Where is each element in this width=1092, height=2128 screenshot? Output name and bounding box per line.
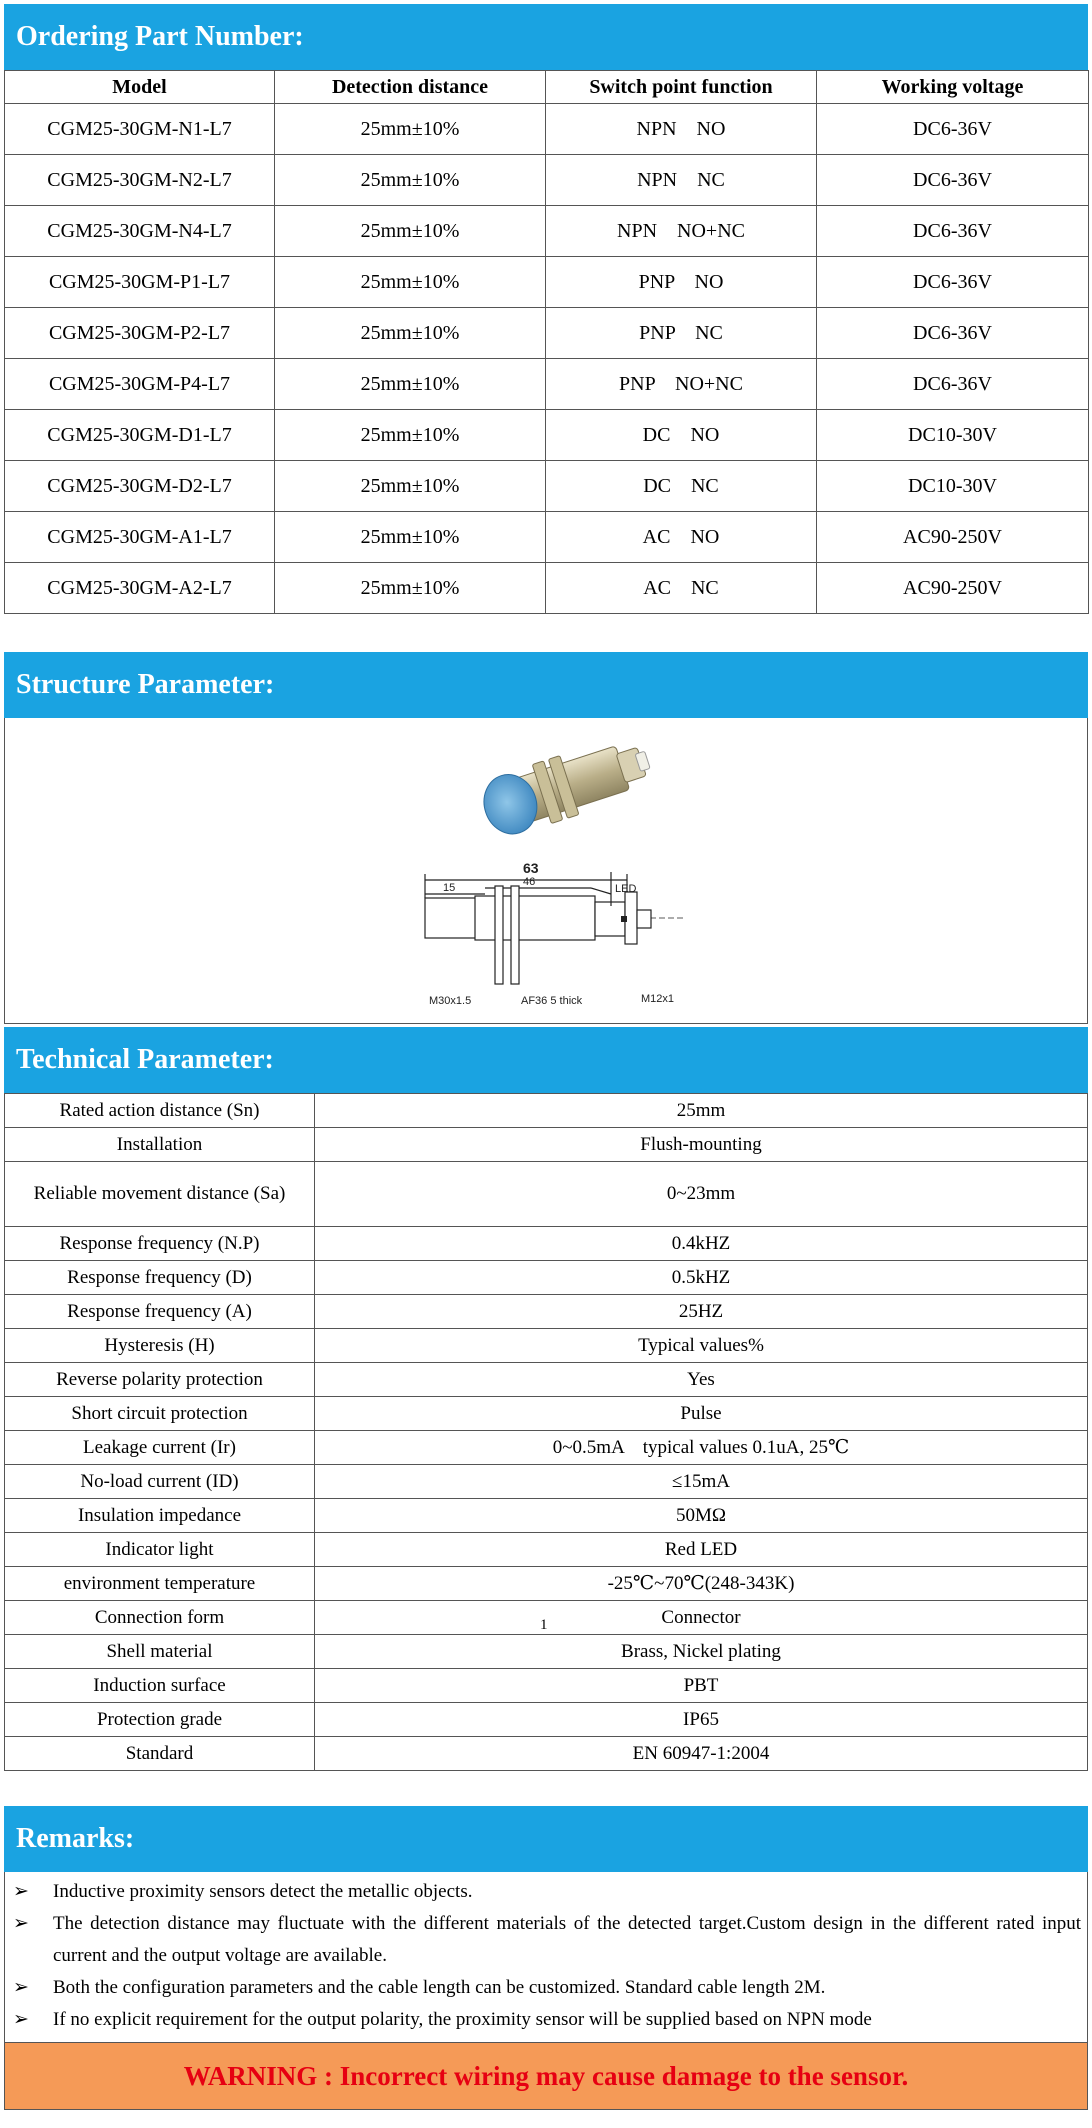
working-voltage-cell: AC90-250V <box>817 512 1089 563</box>
parameter-value: 0.4kHZ <box>315 1227 1088 1261</box>
parameter-label: Induction surface <box>5 1669 315 1703</box>
working-voltage-cell: DC10-30V <box>817 410 1089 461</box>
remarks-title: Remarks: <box>4 1806 1088 1872</box>
switch-function-cell: AC NO <box>546 512 817 563</box>
model-cell: CGM25-30GM-D1-L7 <box>5 410 275 461</box>
ordering-row <box>5 512 1089 563</box>
working-voltage-cell: DC6-36V <box>817 206 1089 257</box>
parameter-label: Hysteresis (H) <box>5 1329 315 1363</box>
technical-row <box>5 1703 1088 1737</box>
parameter-value: ≤15mA <box>315 1465 1088 1499</box>
remark-item <box>13 2004 1081 2036</box>
ordering-header-row <box>5 71 1089 104</box>
switch-function-cell: NPN NC <box>546 155 817 206</box>
working-voltage-cell: AC90-250V <box>817 563 1089 614</box>
technical-section <box>4 1027 1088 1771</box>
parameter-value: 0~23mm <box>315 1162 1088 1227</box>
parameter-label: environment temperature <box>5 1567 315 1601</box>
technical-row <box>5 1227 1088 1261</box>
detection-distance-cell: 25mm±10% <box>275 563 546 614</box>
ordering-row <box>5 563 1089 614</box>
parameter-value: 0.5kHZ <box>315 1261 1088 1295</box>
page-number: 1 <box>540 1617 548 1633</box>
switch-function-cell: DC NC <box>546 461 817 512</box>
technical-row <box>5 1567 1088 1601</box>
structure-section <box>4 652 1088 1024</box>
parameter-label: Short circuit protection <box>5 1397 315 1431</box>
parameter-value: Red LED <box>315 1533 1088 1567</box>
parameter-label: Protection grade <box>5 1703 315 1737</box>
parameter-label: Connection form <box>5 1601 315 1635</box>
parameter-value: Connector <box>315 1601 1088 1635</box>
remarks-section <box>4 1806 1088 2110</box>
structure-title: Structure Parameter: <box>4 652 1088 718</box>
parameter-label: Response frequency (A) <box>5 1295 315 1329</box>
warning-banner: WARNING : Incorrect wiring may cause damage to the sensor. <box>4 2043 1088 2110</box>
detection-distance-cell: 25mm±10% <box>275 359 546 410</box>
model-cell: CGM25-30GM-P4-L7 <box>5 359 275 410</box>
model-cell: CGM25-30GM-N1-L7 <box>5 104 275 155</box>
detection-distance-cell: 25mm±10% <box>275 512 546 563</box>
ordering-row <box>5 461 1089 512</box>
technical-row <box>5 1635 1088 1669</box>
detection-distance-cell: 25mm±10% <box>275 308 546 359</box>
technical-row <box>5 1162 1088 1227</box>
label-connector: M12x1 <box>641 993 675 1005</box>
ordering-row <box>5 206 1089 257</box>
model-cell: CGM25-30GM-P2-L7 <box>5 308 275 359</box>
working-voltage-cell: DC10-30V <box>817 461 1089 512</box>
bullet-arrow-icon: ➢ <box>13 1977 29 1998</box>
bullet-arrow-icon: ➢ <box>13 1881 29 1902</box>
detection-distance-cell: 25mm±10% <box>275 206 546 257</box>
technical-row <box>5 1397 1088 1431</box>
technical-row <box>5 1669 1088 1703</box>
technical-row <box>5 1329 1088 1363</box>
technical-row <box>5 1094 1088 1128</box>
parameter-value: 0~0.5mA typical values 0.1uA, 25℃ <box>315 1431 1088 1465</box>
remark-item <box>13 1876 1081 1908</box>
model-cell: CGM25-30GM-D2-L7 <box>5 461 275 512</box>
ordering-table <box>4 70 1089 614</box>
header-working-voltage: Working voltage <box>817 71 1089 104</box>
switch-function-cell: PNP NO <box>546 257 817 308</box>
parameter-value: EN 60947-1:2004 <box>315 1737 1088 1771</box>
dim-front: 15 <box>443 882 456 894</box>
label-nut: AF36 5 thick <box>521 995 583 1007</box>
technical-row <box>5 1499 1088 1533</box>
model-cell: CGM25-30GM-A2-L7 <box>5 563 275 614</box>
technical-row <box>5 1465 1088 1499</box>
ordering-row <box>5 410 1089 461</box>
working-voltage-cell: DC6-36V <box>817 257 1089 308</box>
parameter-value: Typical values% <box>315 1329 1088 1363</box>
parameter-label: Rated action distance (Sn) <box>5 1094 315 1128</box>
ordering-section <box>4 4 1088 614</box>
structure-box <box>4 718 1088 1024</box>
working-voltage-cell: DC6-36V <box>817 155 1089 206</box>
switch-function-cell: PNP NO+NC <box>546 359 817 410</box>
parameter-label: Insulation impedance <box>5 1499 315 1533</box>
switch-function-cell: NPN NO <box>546 104 817 155</box>
parameter-value: Flush-mounting <box>315 1128 1088 1162</box>
remark-text: If no explicit requirement for the output polarity, the proximity sensor will be supplied based on NPN mode <box>53 2009 872 2030</box>
working-voltage-cell: DC6-36V <box>817 104 1089 155</box>
label-thread: M30x1.5 <box>429 995 472 1007</box>
remark-text: Both the configuration parameters and the cable length can be customized. Standard cable length 2M. <box>53 1977 826 1998</box>
parameter-value: Pulse <box>315 1397 1088 1431</box>
bullet-arrow-icon: ➢ <box>13 1913 29 1934</box>
technical-row <box>5 1363 1088 1397</box>
parameter-value: -25℃~70℃(248-343K) <box>315 1567 1088 1601</box>
remark-item <box>13 1972 1081 2004</box>
parameter-label: Installation <box>5 1128 315 1162</box>
detection-distance-cell: 25mm±10% <box>275 461 546 512</box>
detection-distance-cell: 25mm±10% <box>275 155 546 206</box>
remark-item <box>13 1908 1081 1972</box>
technical-table <box>4 1093 1088 1771</box>
label-led: LED <box>615 883 637 895</box>
header-detection-distance: Detection distance <box>275 71 546 104</box>
model-cell: CGM25-30GM-A1-L7 <box>5 512 275 563</box>
parameter-value: 50MΩ <box>315 1499 1088 1533</box>
switch-function-cell: AC NC <box>546 563 817 614</box>
remark-text: The detection distance may fluctuate with the different materials of the detected target.Custom design in the different rated input current and the output voltage are available. <box>53 1913 1081 1966</box>
sensor-photo <box>446 730 656 850</box>
remarks-box <box>4 1872 1088 2043</box>
header-switch-point-function: Switch point function <box>546 71 817 104</box>
parameter-label: No-load current (ID) <box>5 1465 315 1499</box>
technical-title: Technical Parameter: <box>4 1027 1088 1093</box>
parameter-value: 25HZ <box>315 1295 1088 1329</box>
technical-row <box>5 1533 1088 1567</box>
model-cell: CGM25-30GM-N4-L7 <box>5 206 275 257</box>
technical-row <box>5 1737 1088 1771</box>
parameter-label: Standard <box>5 1737 315 1771</box>
detection-distance-cell: 25mm±10% <box>275 410 546 461</box>
ordering-title: Ordering Part Number: <box>4 4 1088 70</box>
technical-row <box>5 1431 1088 1465</box>
ordering-row <box>5 359 1089 410</box>
remark-text: Inductive proximity sensors detect the metallic objects. <box>53 1881 473 1902</box>
model-cell: CGM25-30GM-N2-L7 <box>5 155 275 206</box>
working-voltage-cell: DC6-36V <box>817 308 1089 359</box>
switch-function-cell: NPN NO+NC <box>546 206 817 257</box>
ordering-row <box>5 155 1089 206</box>
parameter-label: Response frequency (N.P) <box>5 1227 315 1261</box>
header-model: Model <box>5 71 275 104</box>
working-voltage-cell: DC6-36V <box>817 359 1089 410</box>
parameter-value: Yes <box>315 1363 1088 1397</box>
parameter-label: Reliable movement distance (Sa) <box>5 1162 315 1227</box>
parameter-value: PBT <box>315 1669 1088 1703</box>
parameter-label: Leakage current (Ir) <box>5 1431 315 1465</box>
technical-row <box>5 1261 1088 1295</box>
ordering-row <box>5 257 1089 308</box>
ordering-row <box>5 104 1089 155</box>
parameter-value: Brass, Nickel plating <box>315 1635 1088 1669</box>
detection-distance-cell: 25mm±10% <box>275 257 546 308</box>
ordering-body <box>5 104 1089 614</box>
technical-row <box>5 1128 1088 1162</box>
parameter-value: 25mm <box>315 1094 1088 1128</box>
sensor-dimension-drawing <box>415 858 695 1018</box>
technical-body <box>5 1094 1088 1771</box>
technical-row <box>5 1295 1088 1329</box>
bullet-arrow-icon: ➢ <box>13 2009 29 2030</box>
parameter-label: Reverse polarity protection <box>5 1363 315 1397</box>
parameter-label: Indicator light <box>5 1533 315 1567</box>
dim-total: 63 <box>523 860 539 876</box>
model-cell: CGM25-30GM-P1-L7 <box>5 257 275 308</box>
dim-body: 46 <box>523 876 536 888</box>
ordering-row <box>5 308 1089 359</box>
switch-function-cell: PNP NC <box>546 308 817 359</box>
parameter-value: IP65 <box>315 1703 1088 1737</box>
detection-distance-cell: 25mm±10% <box>275 104 546 155</box>
switch-function-cell: DC NO <box>546 410 817 461</box>
parameter-label: Response frequency (D) <box>5 1261 315 1295</box>
parameter-label: Shell material <box>5 1635 315 1669</box>
